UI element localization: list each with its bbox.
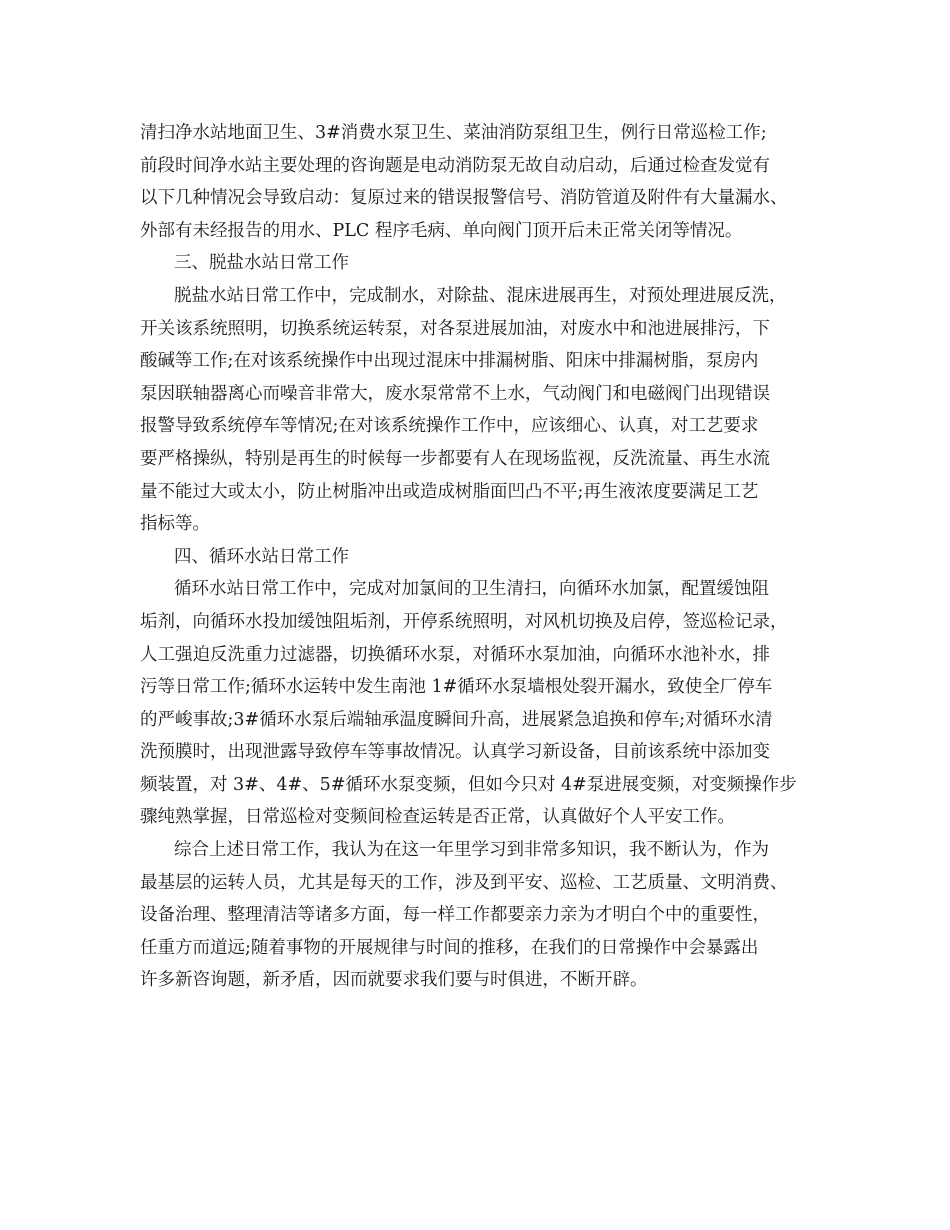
text-line: 设备治理、整理清洁等诸多方面，每一样工作都要亲力亲为才明白个中的重要性， [140,905,770,926]
paragraph-start: 脱盐水站日常工作中，完成制水，对除盐、混床进展再生，对预处理进展反洗， [174,285,787,306]
document-body [140,117,830,997]
paragraph-start: 综合上述日常工作，我认为在这一年里学习到非常多知识，我不断认为，作为 [174,840,769,861]
text-line: 许多新咨询题，新矛盾，因而就要求我们要与时俱进，不断开辟。 [140,970,648,991]
text-line: 开关该系统照明，切换系统运转泵，对各泵进展加油，对废水中和池进展排污，下 [140,318,770,339]
text-line: 指标等。 [140,514,210,535]
text-line: 人工强迫反洗重力过滤器，切换循环水泵，对循环水泵加油，向循环水池补水，排 [140,644,770,665]
text-line: 外部有未经报告的用水、PLC 程序毛病、单向阀门顶开后未正常关闭等情况。 [140,220,743,241]
text-line: 前段时间净水站主要处理的咨询题是电动消防泵无故自动启动，后通过检查发觉有 [140,155,770,176]
text-line: 骤纯熟掌握，日常巡检对变频间检查运转是否正常，认真做好个人平安工作。 [140,807,735,828]
text-line: 任重方而道远;随着事物的开展规律与时间的推移，在我们的日常操作中会暴露出 [140,937,759,958]
text-line: 要严格操纵，特别是再生的时候每一步都要有人在现场监视，反洗流量、再生水流 [140,448,770,469]
text-line: 洗预膜时，出现泄露导致停车等事故情况。认真学习新设备，目前该系统中添加变 [140,742,770,763]
section-heading: 三、脱盐水站日常工作 [174,253,349,274]
section-heading: 四、循环水站日常工作 [174,546,349,567]
text-line: 垢剂，向循环水投加缓蚀阻垢剂，开停系统照明，对风机切换及启停，签巡检记录， [140,611,788,632]
text-line: 报警导致系统停车等情况;在对该系统操作工作中，应该细心、认真，对工艺要求 [140,416,759,437]
text-line: 以下几种情况会导致启动：复原过来的错误报警信号、消防管道及附件有大量漏水、 [140,188,788,209]
text-line: 的严峻事故;3#循环水泵后端轴承温度瞬间升高，进展紧急追换和停车;对循环水清 [140,709,773,730]
text-line: 泵因联轴器离心而噪音非常大，废水泵常常不上水，气动阀门和电磁阀门出现错误 [140,383,770,404]
paragraph-start: 循环水站日常工作中，完成对加氯间的卫生清扫，向循环水加氯，配置缓蚀阻 [174,579,769,600]
text-line: 污等日常工作;循环水运转中发生南池 1#循环水泵墙根处裂开漏水，致使全厂停车 [140,677,773,698]
text-line: 量不能过大或太小，防止树脂冲出或造成树脂面凹凸不平;再生液浓度要满足工艺 [140,481,759,502]
text-line: 清扫净水站地面卫生、3#消费水泵卫生、菜油消防泵组卫生，例行日常巡检工作; [140,123,767,143]
text-line: 频装置，对 3#、4#、5#循环水泵变频，但如今只对 4#泵进展变频，对变频操作步 [140,774,797,795]
text-line: 最基层的运转人员，尤其是每天的工作，涉及到平安、巡检、工艺质量、文明消费、 [140,872,788,893]
text-line: 酸碱等工作;在对该系统操作中出现过混床中排漏树脂、阳床中排漏树脂，泵房内 [140,351,759,372]
